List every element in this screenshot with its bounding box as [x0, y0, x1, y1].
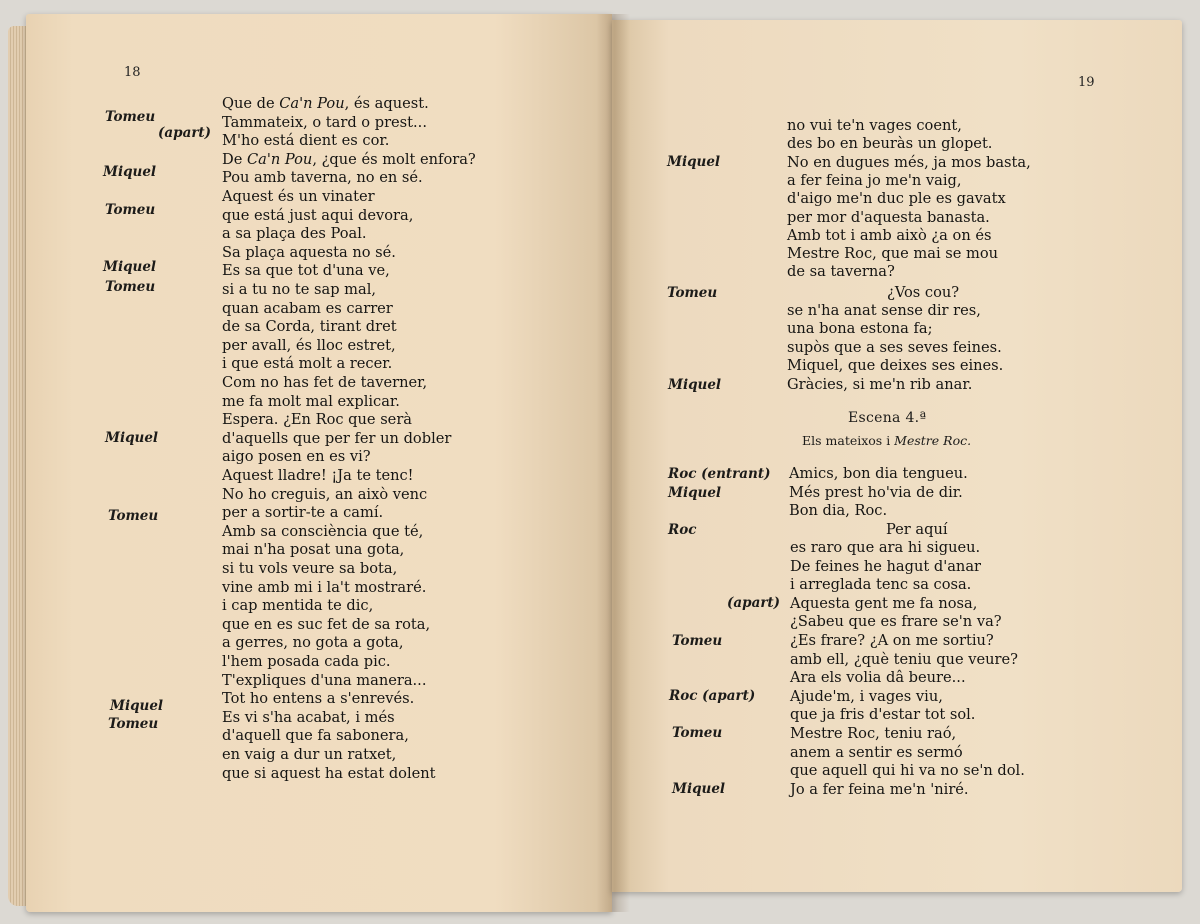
verse-line: De Ca'n Pou, ¿que és molt enfora?: [222, 150, 476, 168]
speaker-label: Roc (apart): [669, 688, 756, 704]
verse-line: no vui te'n vages coent,: [787, 117, 962, 134]
verse-line: Es vi s'ha acabat, i més: [222, 708, 395, 726]
speaker-label: Miquel: [668, 377, 722, 393]
verse-line: de sa taverna?: [787, 263, 895, 281]
verse-line: Pou amb taverna, no en sé.: [222, 169, 423, 187]
speaker-label: Miquel: [672, 781, 726, 797]
verse-line: Que de Ca'n Pou, és aquest.: [222, 95, 429, 112]
verse-line: Amb sa consciència que té,: [222, 522, 424, 540]
verse-line: aigo posen en es vi?: [222, 448, 371, 466]
speaker-label: Tomeu: [672, 725, 723, 741]
speaker-label: Miquel: [668, 485, 722, 501]
verse-line: que ja fris d'estar tot sol.: [790, 706, 976, 724]
verse-line: mai n'ha posat una gota,: [222, 541, 405, 559]
verse-line: si a tu no te sap mal,: [222, 281, 377, 298]
verse-line: Amics, bon dia tengueu.: [789, 465, 968, 482]
verse-line: a sa plaça des Poal.: [222, 225, 367, 243]
verse-line: una bona estona fa;: [787, 320, 933, 338]
book-gutter: [596, 14, 630, 912]
verse-line: i que está molt a recer.: [222, 355, 393, 373]
scene-title: Escena 4.ª: [848, 410, 927, 426]
verse-line: en vaig a dur un ratxet,: [222, 746, 397, 763]
verse-line: se n'ha anat sense dir res,: [787, 302, 981, 319]
verse-line: ¿Vos cou?: [887, 284, 960, 301]
verse-line: per mor d'aquesta banasta.: [787, 208, 990, 226]
verse-line: si tu vols veure sa bota,: [222, 560, 398, 577]
verse-line: Gràcies, si me'n rib anar.: [787, 375, 973, 393]
speaker-label: Miquel: [667, 154, 721, 170]
verse-line: Tammateix, o tard o prest...: [222, 113, 427, 131]
verse-line: Amb tot i amb això ¿a on és: [787, 226, 992, 244]
speaker-label: Tomeu: [105, 202, 156, 218]
verse-line: ¿Es frare? ¿A on me sortiu?: [790, 632, 994, 649]
verse-line: i cap mentida te dic,: [222, 597, 374, 615]
speaker-label: (apart): [727, 595, 781, 611]
scene-subtitle: [802, 433, 971, 448]
verse-line: l'hem posada cada pic.: [222, 653, 391, 670]
verse-line: Bon dia, Roc.: [789, 502, 888, 519]
verse-line: Ajude'm, i vages viu,: [790, 687, 943, 705]
speaker-label: Miquel: [103, 164, 157, 180]
verse-line: De feines he hagut d'anar: [790, 557, 981, 575]
right-page-number: 19: [1078, 75, 1095, 90]
verse-line: que si aquest ha estat dolent: [222, 764, 436, 782]
verse-line: que en es suc fet de sa rota,: [222, 615, 431, 633]
verse-line: ¿Sabeu que es frare se'n va?: [790, 613, 1002, 631]
verse-line: que está just aqui devora,: [222, 206, 414, 224]
speaker-label: Miquel: [105, 430, 159, 446]
speaker-label: Tomeu: [667, 285, 718, 301]
verse-line: Aquest lladre! ¡Ja te tenc!: [222, 467, 414, 484]
left-page-number: 18: [124, 65, 141, 80]
verse-line: Sa plaça aquesta no sé.: [222, 243, 396, 261]
speaker-label: Roc: [668, 522, 697, 538]
verse-line: a fer feina jo me'n vaig,: [787, 171, 962, 189]
verse-line: de sa Corda, tirant dret: [222, 318, 397, 336]
verse-line: per avall, és lloc estret,: [222, 336, 396, 354]
verse-line: d'aquells que per fer un dobler: [222, 429, 452, 447]
verse-line: i arreglada tenc sa cosa.: [790, 576, 972, 594]
verse-line: me fa molt mal explicar.: [222, 392, 400, 410]
verse-line: Es sa que tot d'una ve,: [222, 262, 390, 280]
verse-line: amb ell, ¿què teniu que veure?: [790, 650, 1018, 668]
verse-line: Més prest ho'via de dir.: [789, 483, 963, 501]
verse-line: Mestre Roc, teniu raó,: [790, 725, 957, 742]
verse-line: Miquel, que deixes ses eines.: [787, 357, 1004, 375]
verse-line: a gerres, no gota a gota,: [222, 634, 404, 652]
verse-line: supòs que a ses seves feines.: [787, 338, 1002, 356]
verse-line: que aquell qui hi va no se'n dol.: [790, 762, 1025, 780]
speaker-label: Tomeu: [105, 279, 156, 295]
speaker-label: Roc (entrant): [668, 466, 771, 482]
verse-line: per a sortir-te a camí.: [222, 504, 384, 522]
verse-line: d'aquell que fa sabonera,: [222, 727, 409, 745]
speaker-label: Tomeu: [108, 716, 159, 732]
verse-line: es raro que ara hi sigueu.: [790, 539, 981, 556]
verse-line: anem a sentir es sermó: [790, 743, 963, 761]
speaker-label: Tomeu: [672, 633, 723, 649]
verse-line: Per aquí: [886, 521, 948, 538]
scene-subtitle-text: Els mateixos i: [802, 433, 895, 448]
verse-line: quan acabam es carrer: [222, 299, 393, 317]
verse-line: Ara els volia dâ beure...: [790, 669, 966, 687]
speaker-label: (apart): [158, 125, 212, 141]
verse-line: d'aigo me'n duc ple es gavatx: [787, 190, 1006, 208]
verse-line: des bo en beuràs un glopet.: [787, 135, 993, 153]
verse-line: Mestre Roc, que mai se mou: [787, 245, 999, 263]
verse-line: Espera. ¿En Roc que serà: [222, 411, 412, 429]
speaker-label: Tomeu: [108, 508, 159, 524]
speaker-label: Tomeu: [105, 109, 156, 125]
verse-line: vine amb mi i la't mostraré.: [222, 578, 427, 596]
verse-line: Tot ho entens a s'enrevés.: [222, 690, 415, 708]
verse-line: Jo a fer feina me'n 'niré.: [790, 780, 969, 798]
verse-line: Com no has fet de taverner,: [222, 374, 428, 391]
scene-subtitle-character: Mestre Roc.: [894, 433, 972, 448]
verse-line: No ho creguis, an això venc: [222, 485, 428, 503]
verse-line: T'expliques d'una manera...: [222, 671, 427, 689]
verse-line: No en dugues més, ja mos basta,: [787, 153, 1031, 171]
verse-line: M'ho está dient es cor.: [222, 132, 390, 150]
speaker-label: Miquel: [103, 259, 157, 275]
verse-line: Aquesta gent me fa nosa,: [790, 594, 978, 612]
verse-line: Aquest és un vinater: [222, 188, 375, 205]
speaker-label: Miquel: [110, 698, 164, 714]
